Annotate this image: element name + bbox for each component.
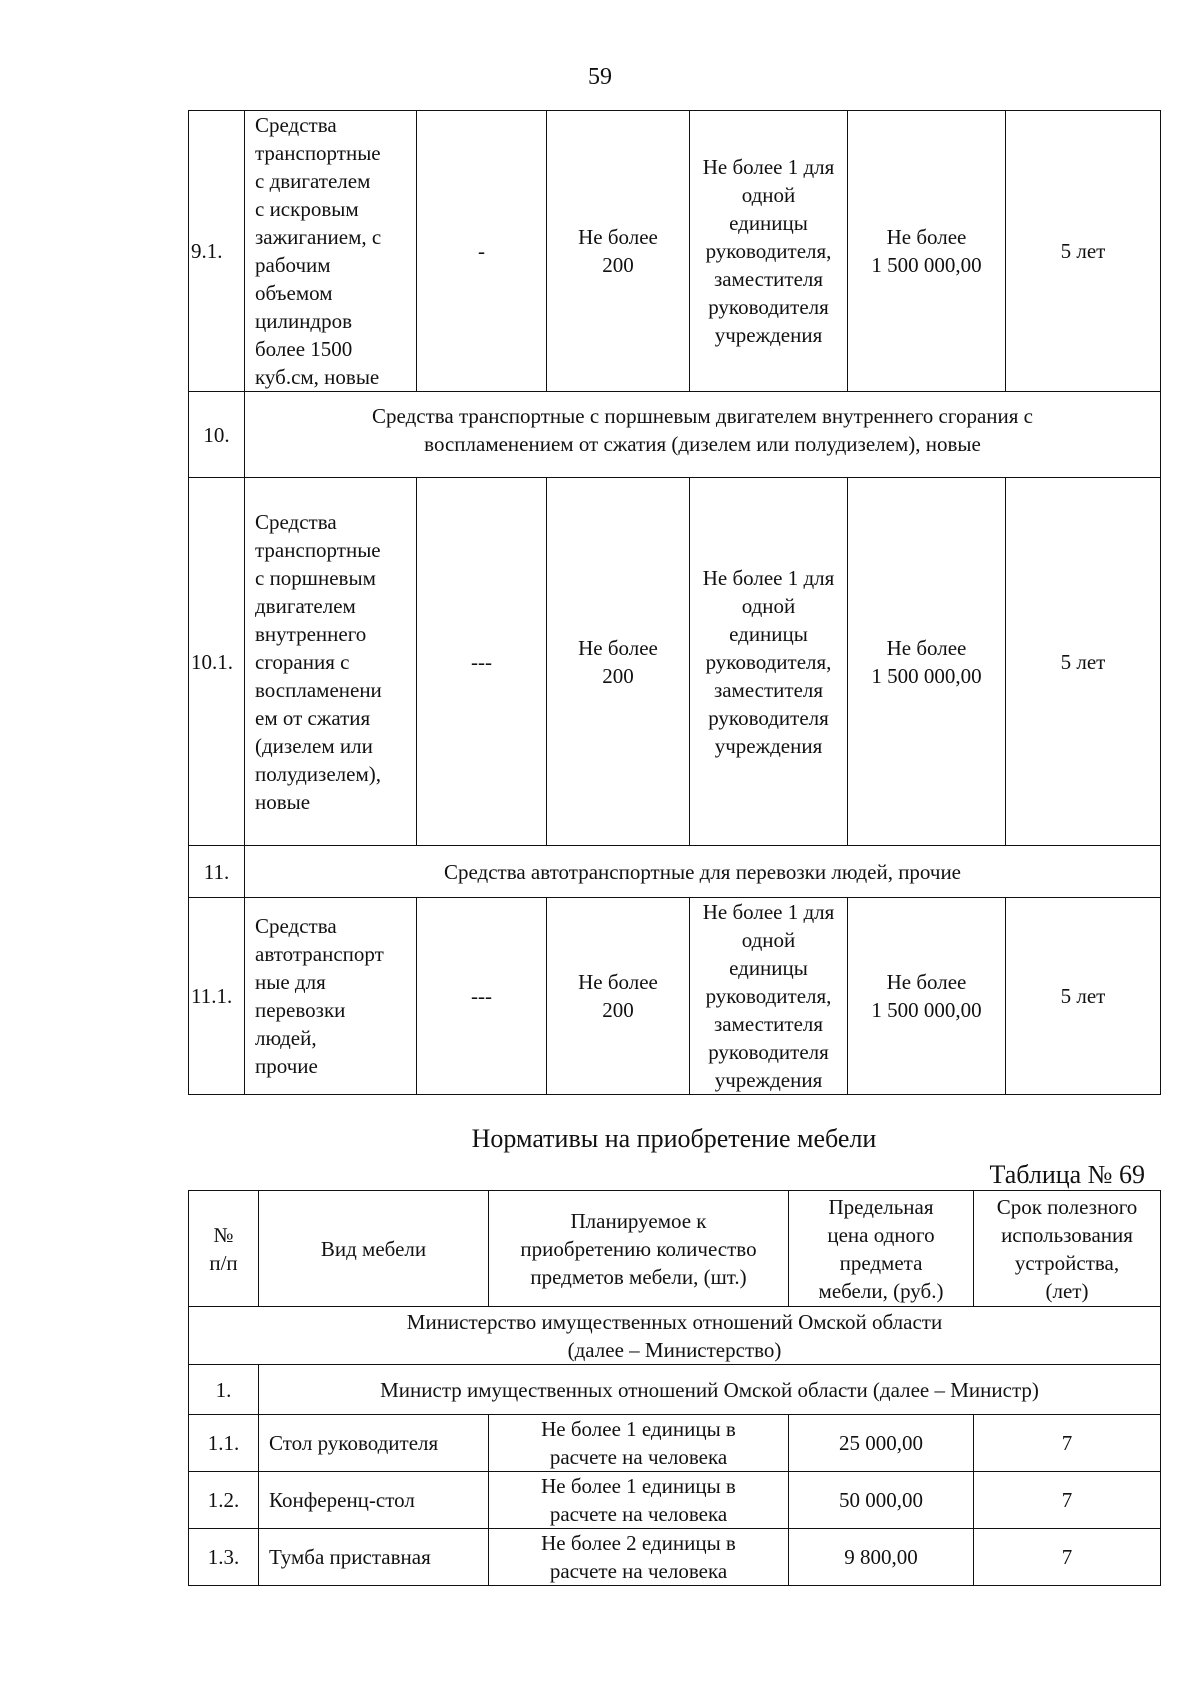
furniture-name: Конференц-стол [259, 1472, 489, 1529]
text-line: Не более [886, 970, 967, 994]
text-line: Не более 1 для [702, 155, 835, 179]
text-line: расчете на человека [549, 1445, 728, 1469]
power-cell [547, 111, 690, 392]
text-line: предметов мебели, (шт.) [530, 1264, 747, 1289]
text-line: руководителя, [705, 239, 832, 263]
group-title [245, 392, 1161, 478]
text-line: расчете на человека [549, 1559, 728, 1583]
table-row [189, 846, 1161, 898]
vehicles-table [188, 110, 1161, 1095]
text-line: заместителя [713, 267, 824, 291]
text-line: № [213, 1222, 234, 1247]
header-number [189, 1191, 259, 1307]
text-line: Не более [578, 970, 658, 994]
power-cell [547, 478, 690, 846]
text-line: Средства автотранспортные для перевозки людей, прочие [443, 859, 962, 884]
text-line: более 1500 [255, 337, 353, 361]
text-line: расчете на человека [549, 1502, 728, 1526]
header-quantity [489, 1191, 789, 1307]
text-line: Не более [886, 635, 967, 660]
group-title: Министр имущественных отношений Омской области (далее – Министр) [259, 1365, 1161, 1415]
text-line: Не более 1 для [702, 900, 835, 924]
row-number: 1.3. [189, 1529, 259, 1586]
vehicle-name [245, 111, 417, 392]
text-line: приобретению количество [520, 1236, 757, 1261]
furniture-name: Стол руководителя [259, 1415, 489, 1472]
text-line: Средства [255, 113, 337, 137]
table-row [189, 1472, 1161, 1529]
furniture-name: Тумба приставная [259, 1529, 489, 1586]
text-line: Средства [255, 914, 337, 938]
row-number: 1. [189, 1365, 259, 1415]
text-line: руководителя [708, 1040, 829, 1064]
text-line: полудизелем), [255, 761, 381, 786]
text-line: руководителя [708, 705, 829, 730]
term-cell: 5 лет [1006, 478, 1161, 846]
quantity-cell [690, 111, 848, 392]
text-line: транспортные [255, 141, 381, 165]
text-line: учреждения [714, 733, 823, 758]
table-row [189, 111, 1161, 392]
text-line: перевозки [255, 998, 346, 1022]
table-row [189, 1415, 1161, 1472]
text-line: руководителя, [705, 984, 832, 1008]
text-line: куб.см, новые [255, 365, 380, 389]
text-line: рабочим [255, 253, 331, 277]
header-price [789, 1191, 974, 1307]
row-number: 1.1. [189, 1415, 259, 1472]
group-title [245, 846, 1161, 898]
text-line: с поршневым [255, 565, 376, 590]
text-line: воспламенением от сжатия (дизелем или полудизелем), новые [424, 432, 981, 456]
vehicle-name [245, 898, 417, 1095]
header-row [189, 1191, 1161, 1307]
text-line: устройства, [1014, 1250, 1120, 1275]
row-number: 11.1. [189, 898, 245, 1095]
text-line: Не более 1 единицы в [541, 1474, 736, 1498]
text-line: руководителя [708, 295, 829, 319]
text-line: п/п [209, 1250, 238, 1275]
quantity-cell [690, 898, 848, 1095]
text-line: использования [1001, 1222, 1133, 1247]
text-line: учреждения [714, 1068, 823, 1092]
term-cell: 7 [974, 1472, 1161, 1529]
text-line: Предельная [828, 1194, 934, 1219]
text-line: с двигателем [255, 169, 371, 193]
text-line: Не более [886, 225, 967, 249]
table-row [189, 1529, 1161, 1586]
vehicle-name [245, 478, 417, 846]
text-line: единицы [729, 956, 808, 980]
text-line: автотранспорт [255, 942, 384, 966]
section-title: Нормативы на приобретение мебели [471, 1124, 877, 1153]
quantity-cell [489, 1415, 789, 1472]
text-line: Не более 1 единицы в [541, 1417, 736, 1441]
text-line: людей, [255, 1026, 317, 1050]
text-line: (далее – Министерство) [567, 1337, 782, 1362]
price-cell: 9 800,00 [789, 1529, 974, 1586]
text-line: (дизелем или [255, 733, 373, 758]
text-line: прочие [255, 1054, 318, 1078]
term-cell: 5 лет [1006, 111, 1161, 392]
dash-cell: --- [417, 898, 547, 1095]
text-line: единицы [729, 211, 808, 235]
text-line: цилиндров [255, 309, 353, 333]
text-line: мебели, (руб.) [818, 1278, 944, 1303]
text-line: с искровым [255, 197, 359, 221]
table-row [189, 898, 1161, 1095]
page-number: 59 [588, 64, 612, 90]
text-line: воспламенени [255, 677, 382, 702]
text-line: ем от сжатия [255, 705, 371, 730]
header-furniture-type [259, 1191, 489, 1307]
ministry-title [189, 1307, 1161, 1365]
text-line: Средства [255, 509, 337, 534]
quantity-cell [489, 1472, 789, 1529]
price-cell: 25 000,00 [789, 1415, 974, 1472]
text-line: Не более [578, 225, 658, 249]
text-line: зажиганием, с [255, 225, 382, 249]
text-line: Не более [578, 635, 658, 660]
term-cell: 7 [974, 1529, 1161, 1586]
row-number: 9.1. [189, 111, 245, 392]
term-cell: 7 [974, 1415, 1161, 1472]
text-line: одной [741, 593, 796, 618]
text-line: Не более 2 единицы в [541, 1531, 736, 1555]
text-line: 200 [602, 663, 634, 688]
text-line: 1 500 000,00 [871, 663, 982, 688]
text-line: одной [741, 183, 796, 207]
text-line: 1 500 000,00 [871, 253, 982, 277]
table-row [189, 392, 1161, 478]
text-line: заместителя [713, 677, 824, 702]
dash-cell: --- [417, 478, 547, 846]
table-label: Таблица № 69 [989, 1160, 1145, 1189]
text-line: 1 500 000,00 [871, 998, 982, 1022]
text-line: Не более 1 для [702, 565, 835, 590]
text-line: двигателем [255, 593, 356, 618]
text-line: 200 [602, 253, 634, 277]
text-line: внутреннего [255, 621, 367, 646]
price-cell [848, 111, 1006, 392]
text-line: сгорания с [255, 649, 350, 674]
text-line: Планируемое к [570, 1208, 707, 1233]
text-line: Министерство имущественных отношений Омской области [406, 1309, 943, 1334]
text-line: руководителя, [705, 649, 832, 674]
text-line: (лет) [1045, 1278, 1089, 1303]
term-cell: 5 лет [1006, 898, 1161, 1095]
quantity-cell [690, 478, 848, 846]
text-line: 200 [602, 998, 634, 1022]
text-line: транспортные [255, 537, 381, 562]
price-cell [848, 898, 1006, 1095]
header-term [974, 1191, 1161, 1307]
text-line: единицы [729, 621, 808, 646]
text-line: цена одного [827, 1222, 935, 1247]
row-number: 10. [189, 392, 245, 478]
price-cell: 50 000,00 [789, 1472, 974, 1529]
text-line: ные для [255, 970, 326, 994]
row-number: 10.1. [189, 478, 245, 846]
quantity-cell [489, 1529, 789, 1586]
price-cell [848, 478, 1006, 846]
row-number: 11. [189, 846, 245, 898]
text-line: одной [741, 928, 796, 952]
power-cell [547, 898, 690, 1095]
text-line: новые [255, 789, 311, 814]
furniture-table [188, 1190, 1161, 1586]
group-row [189, 1365, 1161, 1415]
dash-cell: - [417, 111, 547, 392]
text-line: заместителя [713, 1012, 824, 1036]
text-line: Средства транспортные с поршневым двигателем внутреннего сгорания с [372, 404, 1033, 428]
ministry-row [189, 1307, 1161, 1365]
text-line: учреждения [714, 323, 823, 347]
text-line: Вид мебели [320, 1236, 427, 1261]
text-line: Срок полезного [996, 1194, 1138, 1219]
text-line: предмета [839, 1250, 923, 1275]
text-line: объемом [255, 281, 333, 305]
row-number: 1.2. [189, 1472, 259, 1529]
table-row [189, 478, 1161, 846]
